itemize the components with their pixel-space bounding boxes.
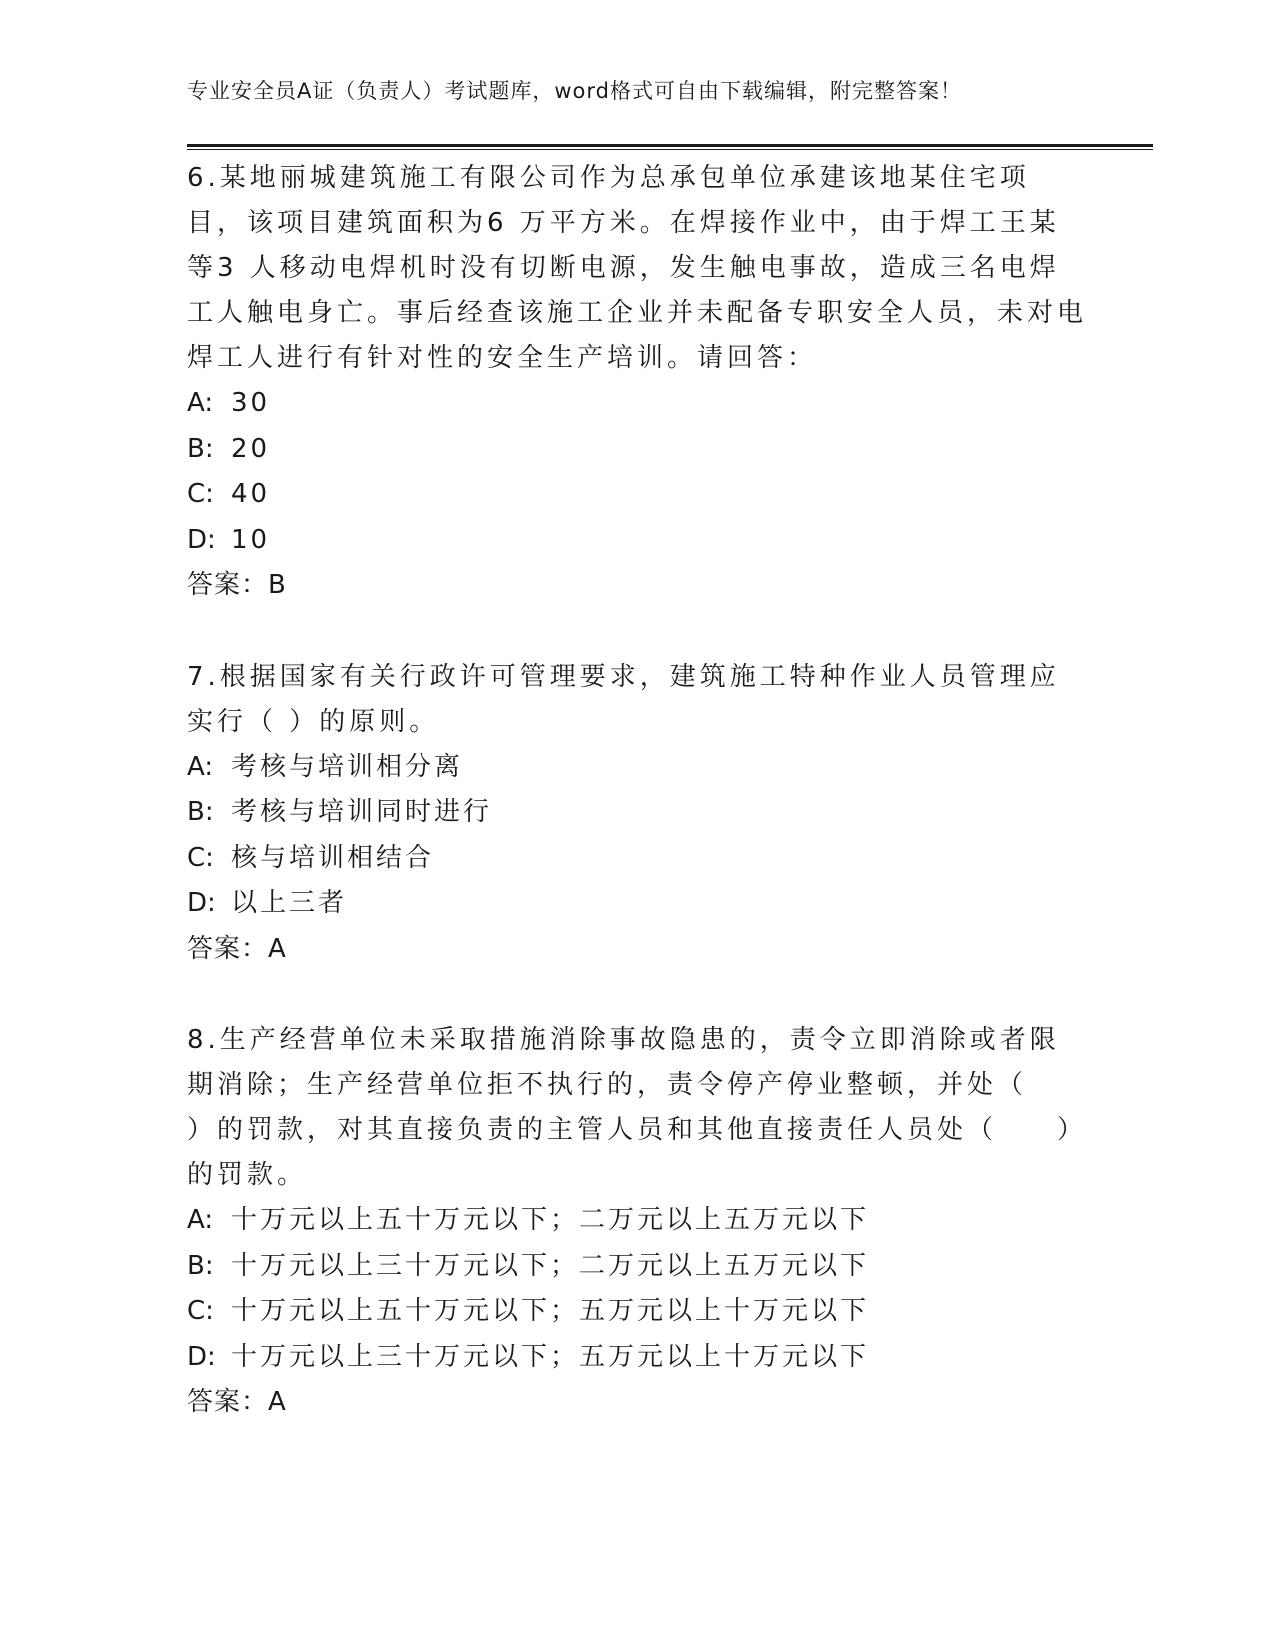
option-b xyxy=(187,790,1087,836)
answer-line: 答案：B xyxy=(187,570,287,600)
option-key: B: xyxy=(187,797,214,827)
option-key: B: xyxy=(187,1250,214,1281)
question-6 xyxy=(187,156,1087,609)
option-text: 十万元以上三十万元以下；五万元以上十万元以下 xyxy=(231,1341,870,1372)
option-key: D: xyxy=(187,524,216,555)
page-header: 专业安全员A证（负责人）考试题库，word格式可自由下载编辑，附完整答案！ xyxy=(187,79,962,103)
question-stem: 7.根据国家有关行政许可管理要求，建筑施工特种作业人员管理应实行（ ）的原则。 xyxy=(187,661,1060,737)
option-key: C: xyxy=(187,1296,214,1326)
header-rule-thin xyxy=(187,149,1153,150)
option-d xyxy=(187,1335,1087,1381)
option-c xyxy=(187,836,1087,882)
option-text: 十万元以上五十万元以下；五万元以上十万元以下 xyxy=(231,1296,870,1326)
option-key: D: xyxy=(187,888,216,918)
option-text: 考核与培训同时进行 xyxy=(231,797,493,827)
question-spacer xyxy=(187,972,1087,1018)
option-text: 以上三者 xyxy=(231,888,348,918)
option-b xyxy=(187,1244,1087,1290)
option-a xyxy=(187,1198,1087,1244)
option-key: A: xyxy=(187,1205,214,1235)
option-text: 核与培训相结合 xyxy=(231,842,435,873)
option-text: 10 xyxy=(231,524,271,555)
option-b xyxy=(187,427,1087,473)
question-stem: 8.生产经营单位未采取措施消除事故隐患的，责令立即消除或者限期消除；生产经营单位拒不执行的，责令停产停业整顿，并处（ ）的罚款，对其直接负责的主管人员和其他直接责任人员处（ ）的罚款。 xyxy=(187,1025,1088,1190)
option-c xyxy=(187,472,1087,518)
option-key: C: xyxy=(187,842,214,873)
answer-line: 答案：A xyxy=(187,933,287,964)
option-key: B: xyxy=(187,433,214,464)
option-text: 30 xyxy=(231,388,271,418)
option-text: 20 xyxy=(231,433,271,464)
question-8 xyxy=(187,1018,1087,1426)
option-text: 十万元以上三十万元以下；二万元以上五万元以下 xyxy=(231,1250,870,1281)
answer-line: 答案：A xyxy=(187,1387,287,1417)
option-key: C: xyxy=(187,479,214,509)
option-text: 考核与培训相分离 xyxy=(231,751,464,782)
question-stem: 6.某地丽城建筑施工有限公司作为总承包单位承建该地某住宅项目，该项目建筑面积为6 万平方米。在焊接作业中，由于焊工王某等3 人移动电焊机时没有切断电源，发生触电事故，造成三名电焊工人触电身亡。事后经查该施工企业并未配备专职安全人员，未对电焊工人进行有针对性的安全生产培训。请回答： xyxy=(187,163,1088,373)
option-text: 40 xyxy=(231,479,271,509)
option-d xyxy=(187,518,1087,564)
option-key: A: xyxy=(187,388,214,418)
option-c xyxy=(187,1289,1087,1335)
question-spacer xyxy=(187,609,1087,655)
question-list xyxy=(187,156,1087,1426)
option-text: 十万元以上五十万元以下；二万元以上五万元以下 xyxy=(231,1205,870,1235)
option-d xyxy=(187,881,1087,927)
option-key: D: xyxy=(187,1341,216,1372)
option-a xyxy=(187,745,1087,791)
option-a xyxy=(187,381,1087,427)
question-7 xyxy=(187,655,1087,973)
header-rule-thick xyxy=(187,144,1153,147)
option-key: A: xyxy=(187,751,214,782)
